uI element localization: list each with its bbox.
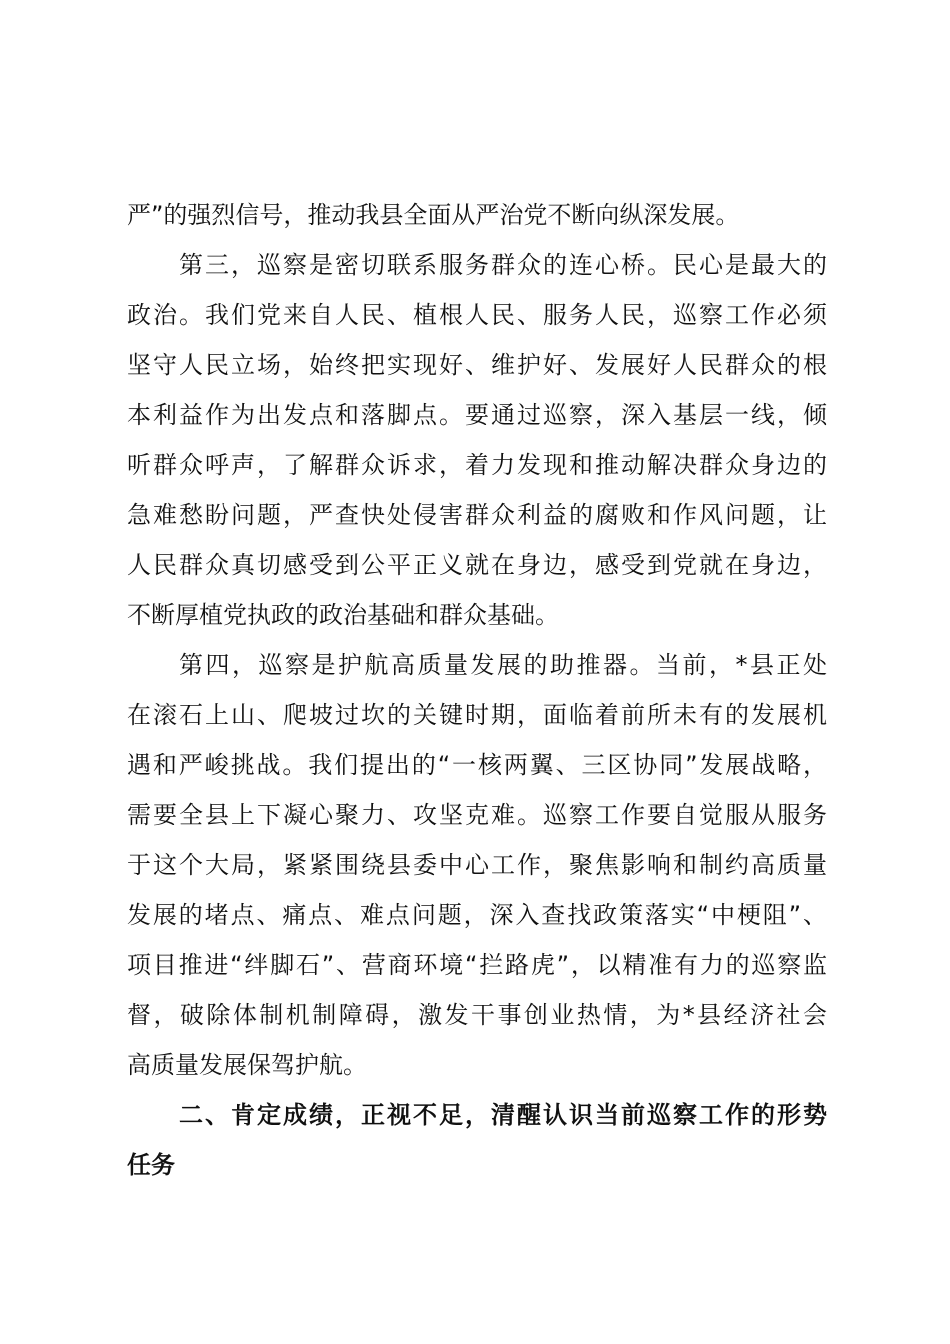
paragraph-line: 项目推进“绊脚石”、营商环境“拦路虎”，以精准有力的巡察监 xyxy=(127,951,827,979)
paragraph-line: 人民群众真切感受到公平正义就在身边，感受到党就在身边， xyxy=(127,551,827,579)
paragraph-line: 遇和严峻挑战。我们提出的“一核两翼、三区协同”发展战略， xyxy=(127,751,827,779)
section-heading-line: 任务 xyxy=(127,1151,175,1179)
paragraph-line: 督，破除体制机制障碍，激发干事创业热情，为*县经济社会 xyxy=(127,1001,827,1029)
paragraph-line: 第四，巡察是护航高质量发展的助推器。当前，*县正处 xyxy=(179,651,827,679)
document-body xyxy=(127,190,827,1190)
paragraph-line: 急难愁盼问题，严查快处侵害群众利益的腐败和作风问题，让 xyxy=(127,501,827,529)
paragraph-line: 需要全县上下凝心聚力、攻坚克难。巡察工作要自觉服从服务 xyxy=(127,801,827,829)
paragraph-line: 坚守人民立场，始终把实现好、维护好、发展好人民群众的根 xyxy=(127,351,827,379)
paragraph-line: 发展的堵点、痛点、难点问题，深入查找政策落实“中梗阻”、 xyxy=(127,901,827,929)
paragraph-line: 第三，巡察是密切联系服务群众的连心桥。民心是最大的 xyxy=(179,251,827,279)
paragraph-line: 高质量发展保驾护航。 xyxy=(127,1051,367,1079)
paragraph-line: 本利益作为出发点和落脚点。要通过巡察，深入基层一线，倾 xyxy=(127,401,827,429)
paragraph-line: 听群众呼声，了解群众诉求，着力发现和推动解决群众身边的 xyxy=(127,451,827,479)
paragraph-line: 严”的强烈信号，推动我县全面从严治党不断向纵深发展。 xyxy=(127,201,740,229)
paragraph-line: 于这个大局，紧紧围绕县委中心工作，聚焦影响和制约高质量 xyxy=(127,851,827,879)
section-heading-line: 二、肯定成绩，正视不足，清醒认识当前巡察工作的形势 xyxy=(179,1101,827,1129)
paragraph-line: 不断厚植党执政的政治基础和群众基础。 xyxy=(127,601,559,629)
paragraph-line: 在滚石上山、爬坡过坎的关键时期，面临着前所未有的发展机 xyxy=(127,701,827,729)
paragraph-line: 政治。我们党来自人民、植根人民、服务人民，巡察工作必须 xyxy=(127,301,827,329)
